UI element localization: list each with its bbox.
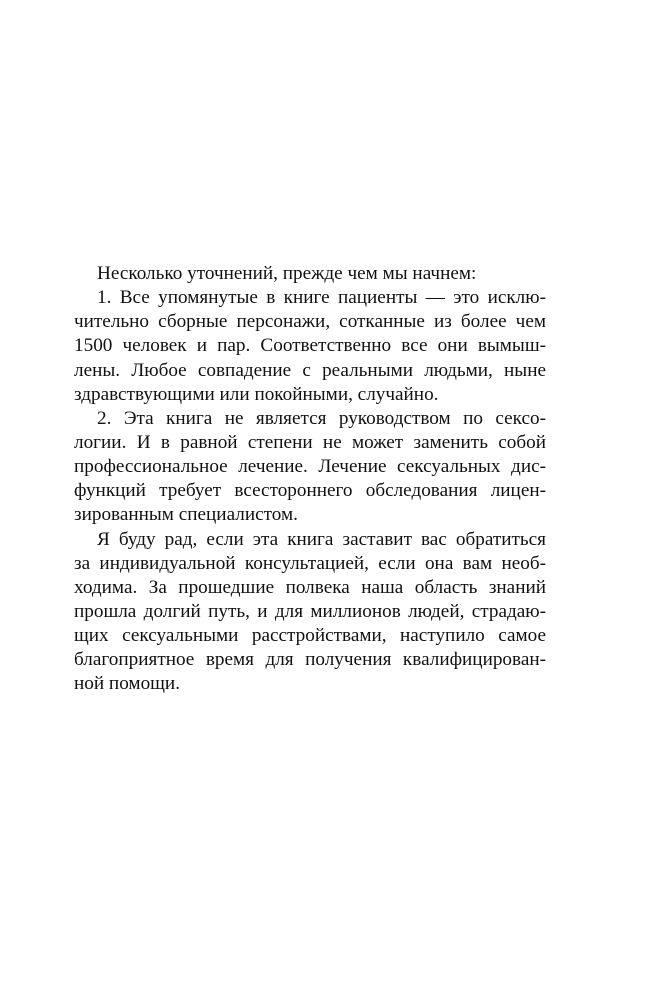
- text-line: Несколько уточнений, прежде чем мы начнем:: [97, 263, 477, 284]
- paragraph-closing: [74, 528, 546, 697]
- text-line: благоприятное время для получения квалифицирован-: [74, 649, 546, 671]
- text-line: щих сексуальными расстройствами, наступило самое: [74, 625, 546, 647]
- text-line: здравствующими или покойными, случайно.: [74, 383, 439, 405]
- paragraph-point-1: [74, 286, 546, 407]
- text-line: прошла долгий путь, и для миллионов людей, страдаю-: [74, 600, 546, 622]
- text-line: чительно сборные персонажи, сотканные из более чем: [74, 311, 546, 333]
- text-line: лены. Любое совпадение с реальными людьми, ныне: [74, 359, 546, 381]
- text-line: 1500 человек и пар. Соответственно все они вымыш-: [74, 335, 546, 357]
- text-line: ходима. За прошедшие полвека наша область знаний: [74, 576, 546, 598]
- text-line: ной помощи.: [74, 673, 180, 695]
- text-line: зированным специалистом.: [74, 504, 298, 526]
- page-body-text: [74, 262, 546, 697]
- text-line: функций требует всестороннего обследования лицен-: [74, 480, 546, 502]
- text-line: 2. Эта книга не является руководством по сексо-: [97, 407, 546, 429]
- text-line: за индивидуальной консультацией, если она вам необ-: [74, 552, 546, 574]
- text-line: Я буду рад, если эта книга заставит вас обратиться: [97, 528, 546, 550]
- text-line: 1. Все упомянутые в книге пациенты — это исклю-: [97, 287, 546, 309]
- paragraph-intro: [74, 262, 546, 286]
- text-line: логии. И в равной степени не может заменить собой: [74, 431, 546, 453]
- paragraph-point-2: [74, 407, 546, 528]
- text-line: профессиональное лечение. Лечение сексуальных дис-: [74, 456, 546, 478]
